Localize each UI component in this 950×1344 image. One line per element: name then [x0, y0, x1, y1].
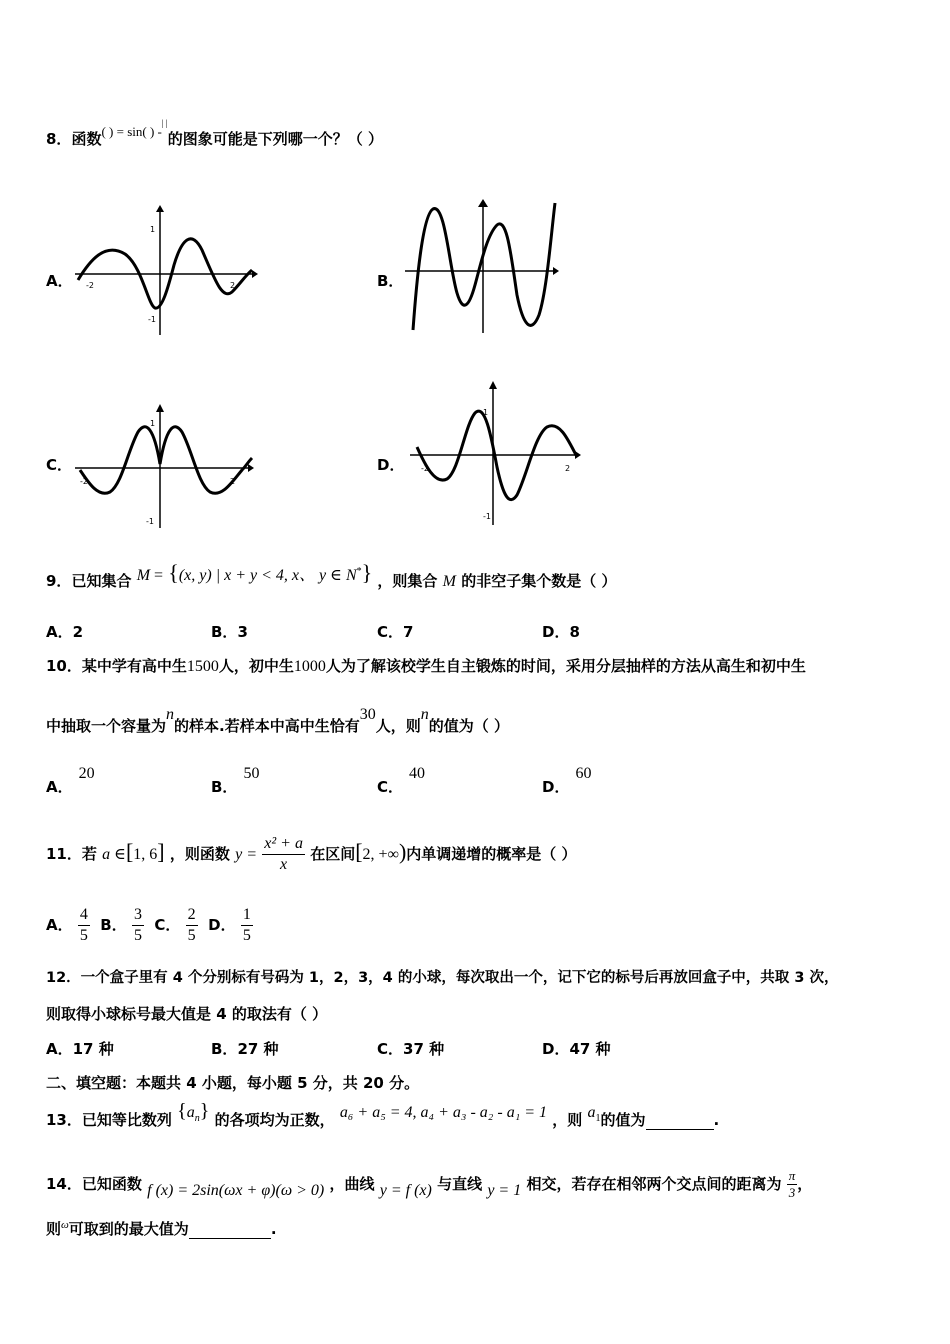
q8-option-c-label: C． — [46, 456, 73, 474]
q8-option-a-label: A． — [46, 272, 73, 290]
q8-stem — [46, 118, 383, 149]
q13-stem: 13．已知等比数列 $\{a_n\}$ 的各项均为正数， a₆ + a₅ = 4, a₄ + a₃ - a₂ - a₁ = 1 ，则 $a_1$的值为 . — [46, 1100, 720, 1129]
q9-option-b: B．3 — [211, 623, 248, 641]
q9-number: 9． — [46, 572, 72, 590]
q14-distance-fraction: $\frac{\pi}{3}$ — [788, 1168, 796, 1200]
q8-lead: 函数 — [71, 130, 102, 148]
q8-exponent: | | — [161, 118, 168, 128]
q8-curve-b — [413, 203, 555, 330]
q12-option-c: C．37 种 — [377, 1040, 445, 1058]
set-left-brace: { — [168, 560, 179, 585]
q13-answer-blank[interactable] — [646, 1111, 714, 1130]
q10-middle-school-count: 1000 — [293, 658, 326, 675]
tick-minus-2: -2 — [80, 477, 88, 486]
section-2-heading: 二、填空题：本题共 4 小题，每小题 5 分，共 20 分。 — [46, 1074, 420, 1092]
q10-option-c: C．40 — [377, 765, 426, 796]
q8-option-d-label: D． — [377, 456, 405, 474]
q8-graph-d — [405, 375, 590, 535]
q12-line-1: 12．一个盒子里有 4 个分别标有号码为 1，2，3，4 的小球，每次取出一个，记下它的标号后再放回盒子中，共取 3 次， — [46, 970, 839, 986]
q10-n-ref: n — [420, 706, 429, 723]
q13-target: a — [587, 1104, 596, 1121]
q10-line-2: 中抽取一个容量为n的样本.若样本中高中生恰有30人，则n的值为（ ） — [46, 706, 509, 735]
tick-minus-1: -1 — [146, 517, 154, 526]
q9-set-body: (x, y) | x + y < 4, x、 y ∈ N — [178, 567, 357, 584]
q11-option-a: A． $\frac{4}{5}$ — [46, 906, 88, 944]
q8-graph-c — [70, 400, 260, 535]
q11-interval: 1, 6 — [133, 846, 158, 863]
q10-option-d: D．60 — [542, 765, 592, 796]
q11-option-b: B． $\frac{3}{5}$ — [100, 906, 142, 944]
tick-minus-1: -1 — [148, 315, 156, 324]
q9-option-c: C．7 — [377, 623, 414, 641]
x-axis-arrow — [248, 464, 254, 472]
y-axis-arrow — [489, 381, 497, 389]
q14-omega: ω — [61, 1219, 69, 1231]
q9-set-ref: M — [442, 573, 456, 590]
q9-tail: 的非空子集个数是（ ） — [461, 572, 617, 590]
q9-set-name: M — [136, 567, 151, 584]
paren-right: ) — [398, 839, 407, 864]
q11-range: 2, +∞ — [362, 846, 399, 863]
tick-1: 1 — [483, 408, 489, 417]
q8-graph-b — [405, 195, 570, 340]
q9-option-a: A．2 — [46, 623, 84, 641]
q10-sample-count: 30 — [359, 706, 376, 723]
q14-line-2: 则$^\omega$可取到的最大值为 . — [46, 1219, 277, 1238]
brace-left: { — [177, 1100, 187, 1122]
brace-right: } — [199, 1100, 210, 1122]
y-axis-arrow — [156, 205, 164, 212]
q8-graph-a — [70, 200, 260, 345]
q11-func-lhs: y = — [235, 846, 258, 863]
q13-sequence: a — [186, 1104, 195, 1121]
q8-curve-c — [80, 427, 252, 494]
q14-answer-blank[interactable] — [189, 1220, 271, 1239]
q13-condition: a₆ + a₅ = 4, a₄ + a₃ - a₂ - a₁ = 1 — [339, 1104, 548, 1121]
q9-set-sup: * — [356, 566, 362, 577]
tick-2: 2 — [230, 477, 236, 486]
q10-n: n — [166, 706, 175, 723]
q9-mid: ，则集合 — [377, 572, 438, 590]
x-axis-arrow — [553, 267, 559, 275]
q12-option-b: B．27 种 — [211, 1040, 279, 1058]
q11-options — [46, 905, 253, 946]
tick-minus-2: -2 — [86, 281, 94, 290]
q10-line-1: 10．某中学有高中生1500人，初中生1000人为了解该校学生自主锻炼的时间，采用分层抽样的方法从高生和初中生 — [46, 657, 806, 675]
q12-option-a: A．17 种 — [46, 1040, 114, 1058]
q10-option-a: A．20 — [46, 765, 95, 796]
q8-formula: ( ) = sin( ) - — [101, 124, 162, 139]
tick-1: 1 — [150, 419, 156, 428]
q11-option-d: D． $\frac{1}{5}$ — [208, 906, 251, 944]
q10-option-b: B．50 — [211, 765, 260, 796]
tick-1: 1 — [150, 225, 156, 234]
tick-minus-1: -1 — [483, 512, 491, 521]
q9-option-d: D．8 — [542, 623, 580, 641]
q12-option-d: D．47 种 — [542, 1040, 611, 1058]
tick-2: 2 — [565, 464, 571, 473]
q14-curve: y = f (x) — [379, 1182, 432, 1199]
q9-stem — [46, 560, 617, 592]
tick-minus-2: -2 — [421, 464, 429, 473]
q9-set-eq: = — [150, 567, 164, 584]
q14-line: y = 1 — [487, 1182, 522, 1199]
q8-number: 8． — [46, 130, 72, 148]
q10-high-school-count: 1500 — [186, 658, 219, 675]
tick-2: 2 — [230, 281, 236, 290]
q11-stem: 11．若 a ∈[1, 6] ，则函数 y = $\frac{\text{x² + a}}{x}$ 在区间[2, +∞)内单调递增的概率是（ ） — [46, 835, 577, 873]
q8-tail: 的图象可能是下列哪一个？（ ） — [167, 130, 383, 148]
q9-lead: 已知集合 — [71, 572, 132, 590]
bracket-left: [ — [125, 839, 134, 864]
set-right-brace: } — [361, 560, 373, 585]
q11-option-c: C． $\frac{2}{5}$ — [154, 906, 196, 944]
y-axis-arrow — [156, 404, 164, 412]
bracket-right: ] — [157, 839, 165, 864]
q14-stem: 14．已知函数 f (x) = 2sin(ωx + φ)(ω > 0) ，曲线 y = f (x) 与直线 y = 1 相交，若存在相邻两个交点间的距离为 $\frac{\pi}{3}$ ， — [46, 1168, 813, 1200]
q11-condition: a ∈ — [102, 846, 126, 863]
q8-option-b-label: B． — [377, 272, 404, 290]
q14-function: f (x) = 2sin(ωx + φ)(ω > 0) — [147, 1182, 325, 1199]
q12-line-2: 则取得小球标号最大值是 4 的取法有（ ） — [46, 1005, 328, 1023]
q11-function-fraction: $\frac{\text{x² + a}}{x}$ — [264, 835, 303, 873]
y-axis-arrow — [478, 199, 488, 207]
bracket-left: [ — [355, 839, 363, 864]
